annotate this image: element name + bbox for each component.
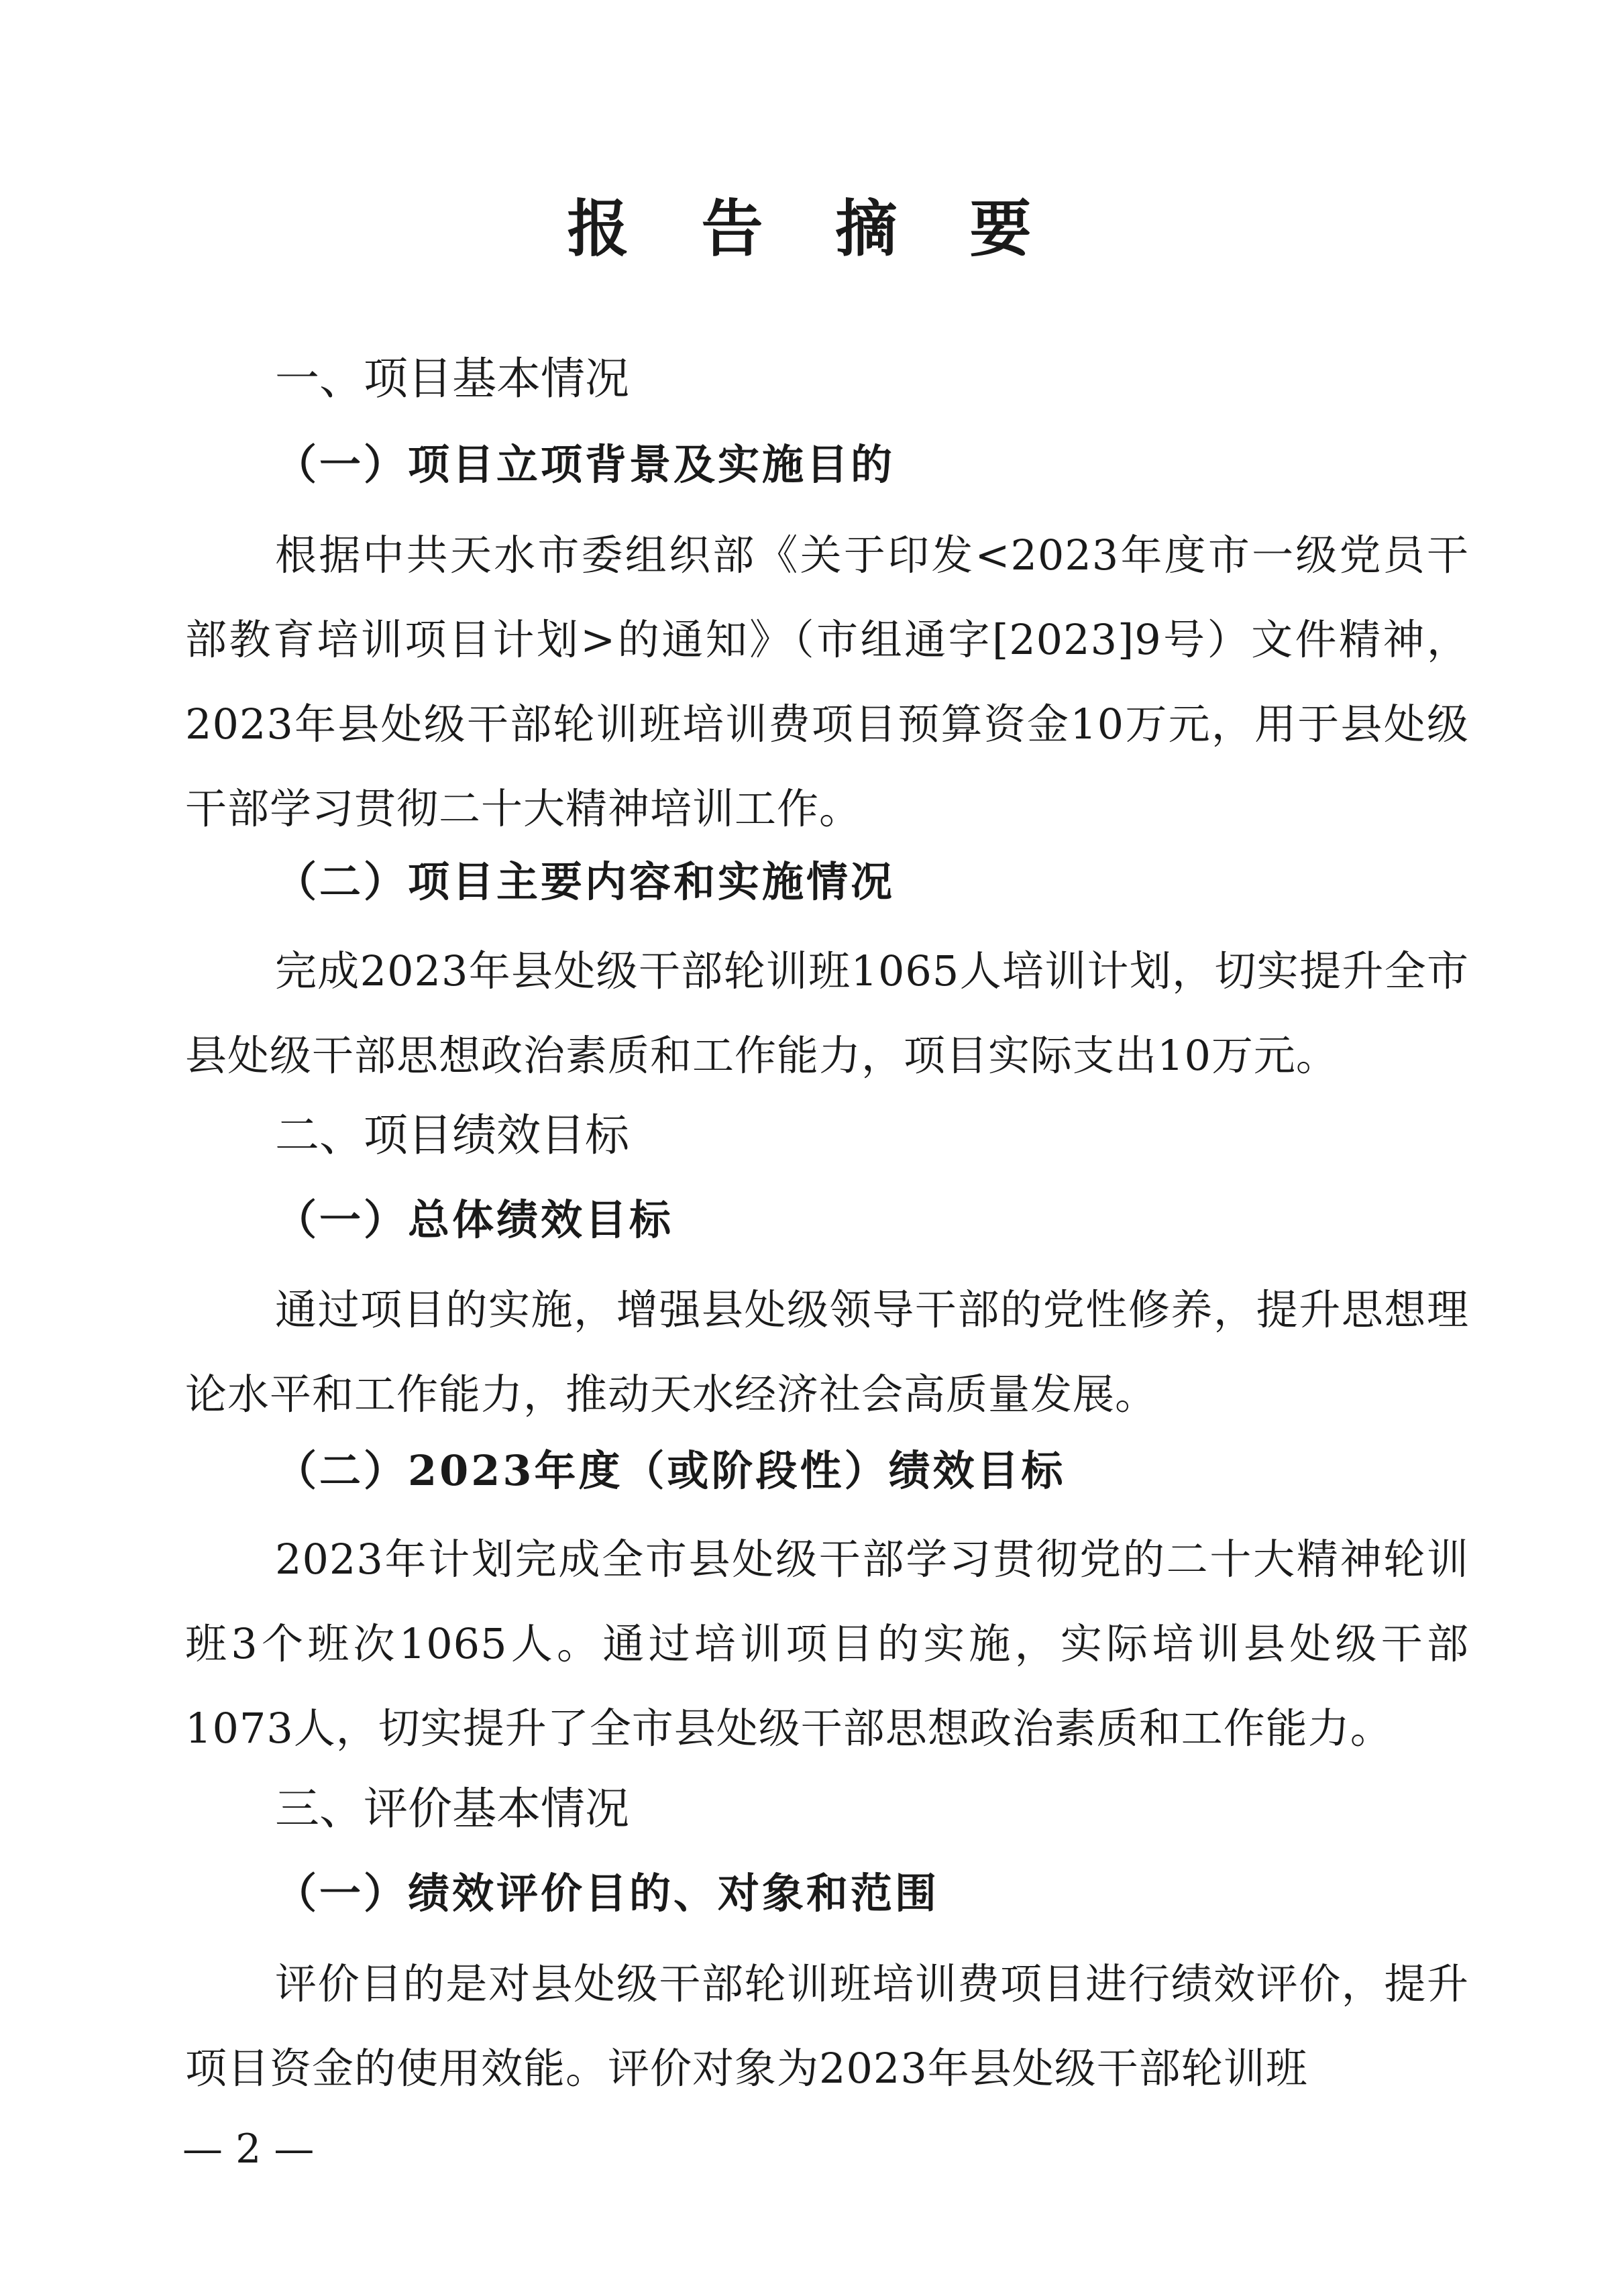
subsection-heading-2-1: （一）总体绩效目标 [275,1195,674,1244]
paragraph-1-2: 完成2023年县处级干部轮训班1065人培训计划，切实提升全市县处级干部思想政治素质和工作能力，项目实际支出10万元。 [185,946,1469,1080]
section-heading-3: 三、评价基本情况 [275,1783,629,1835]
paragraph-2-1: 通过项目的实施，增强县处级领导干部的党性修养，提升思想理论水平和工作能力，推动天水经济社会高质量发展。 [185,1285,1469,1419]
report-title: 报 告 摘 要 [567,193,1057,265]
paragraph-1-1: 根据中共天水市委组织部《关于印发<2023年度市一级党员干部教育培训项目计划>的通知》（市组通字[2023]9号）文件精神，2023年县处级干部轮训班培训费项目预算资金10万元，用于县处级干部学习贯彻二十大精神培训工作。 [185,531,1469,833]
section-heading-2: 二、项目绩效目标 [275,1109,629,1161]
subsection-heading-1-2: （二）项目主要内容和实施情况 [275,857,896,906]
page-number: — 2 — [182,2126,315,2173]
section-heading-1: 一、项目基本情况 [275,353,629,404]
subsection-heading-1-1: （一）项目立项背景及实施目的 [275,440,896,489]
subsection-heading-2-2: （二）2023年度（或阶段性）绩效目标 [275,1446,1066,1495]
paragraph-2-2: 2023年计划完成全市县处级干部学习贯彻党的二十大精神轮训班3个班次1065人。通过培训项目的实施，实际培训县处级干部1073人，切实提升了全市县处级干部思想政治素质和工作能力。 [185,1535,1469,1753]
subsection-heading-3-1: （一）绩效评价目的、对象和范围 [275,1869,940,1918]
paragraph-3-1: 评价目的是对县处级干部轮训班培训费项目进行绩效评价，提升项目资金的使用效能。评价对象为2023年县处级干部轮训班 [185,1959,1469,2093]
